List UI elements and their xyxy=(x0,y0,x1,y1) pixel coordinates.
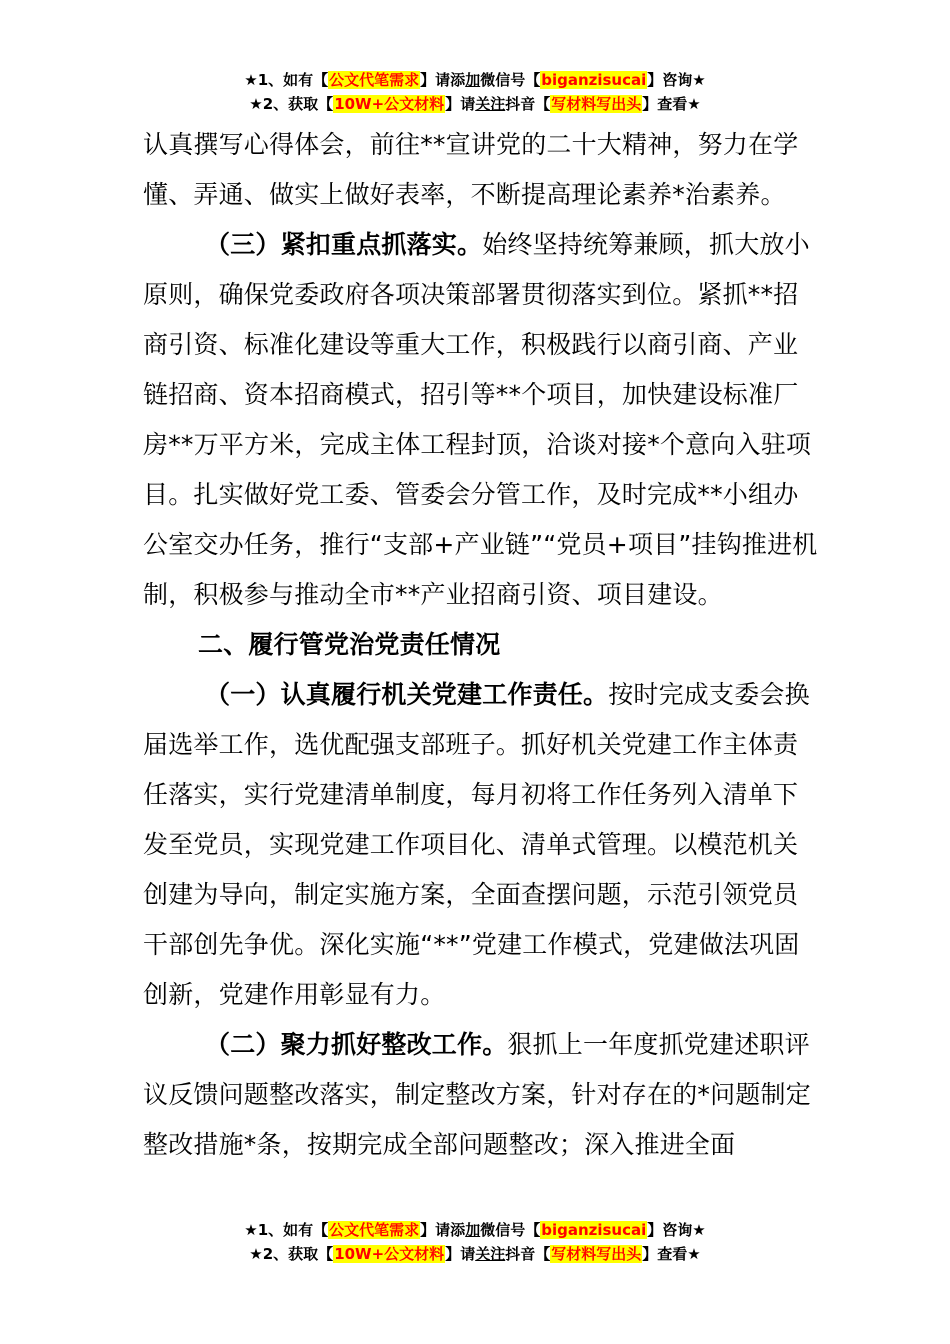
banner-highlight: 公文代笔需求 xyxy=(329,71,420,89)
banner-text: 】查看★ xyxy=(642,95,701,113)
paragraph: 认真撰写心得体会，前往**宣讲党的二十大精神，努力在学懂、弄通、做实上做好表率，不断提高理论素养*治素养。 xyxy=(143,130,799,209)
paragraph xyxy=(143,220,823,620)
banner-underlined: 关注 xyxy=(475,95,506,113)
banner-text: 】请 xyxy=(445,1245,476,1263)
banner-underlined: 关注 xyxy=(475,1245,506,1263)
banner-line-2 xyxy=(0,92,950,116)
banner-underlined: 加 xyxy=(465,71,481,89)
banner-text: 】请添 xyxy=(420,1221,466,1239)
document-body xyxy=(143,120,823,1170)
banner-text: 抖音【 xyxy=(505,1245,551,1263)
banner-highlight: 写材料写出头 xyxy=(551,1245,642,1263)
banner-text: 】查看★ xyxy=(642,1245,701,1263)
footer-banner xyxy=(0,1218,950,1266)
banner-highlight: 写材料写出头 xyxy=(551,95,642,113)
paragraph-title: （一）认真履行机关党建工作责任。 xyxy=(205,680,609,709)
banner-line-2 xyxy=(0,1242,950,1266)
banner-text: 】咨询★ xyxy=(647,71,706,89)
paragraph-text: 始终坚持统筹兼顾，抓大放小原则，确保党委政府各项决策部署贯彻落实到位。紧抓**招商引资、标准化建设等重大工作，积极践行以商引商、产业链招商、资本招商模式，招引等**个项目，加快建设标准厂房**万平方米，完成主体工程封顶，洽谈对接*个意向入驻项目。扎实做好党工委、管委会分管工作，及时完成**小组办公室交办任务，推行“支部+产业链”“党员+项目”挂钩推进机制，积极参与推动全市**产业招商引资、项目建设。 xyxy=(143,230,818,609)
banner-text: ★1、如有【 xyxy=(244,1221,329,1239)
banner-highlight: 10W+公文材料 xyxy=(334,1245,445,1263)
paragraph-title: （二）聚力抓好整改工作。 xyxy=(205,1030,508,1059)
paragraph-title: （三）紧扣重点抓落实。 xyxy=(205,230,483,259)
paragraph xyxy=(143,670,823,1020)
banner-text: ★2、获取【 xyxy=(249,1245,334,1263)
banner-highlight: biganzisucai xyxy=(541,71,647,89)
banner-text: 】请 xyxy=(445,95,476,113)
banner-line-1 xyxy=(0,1218,950,1242)
paragraph xyxy=(143,1020,823,1170)
banner-text: ★2、获取【 xyxy=(249,95,334,113)
paragraph-text: 按时完成支委会换届选举工作，选优配强支部班子。抓好机关党建工作主体责任落实，实行党建清单制度，每月初将工作任务列入清单下发至党员，实现党建工作项目化、清单式管理。以模范机关创建为导向，制定实施方案，全面查摆问题，示范引领党员干部创先争优。深化实施“**”党建工作模式，党建做法巩固创新，党建作用彰显有力。 xyxy=(143,680,810,1009)
banner-text: 】咨询★ xyxy=(647,1221,706,1239)
banner-underlined: 加 xyxy=(465,1221,481,1239)
banner-text: 】请添 xyxy=(420,71,466,89)
banner-text: 微信号【 xyxy=(480,1221,541,1239)
header-banner xyxy=(0,68,950,116)
banner-highlight: biganzisucai xyxy=(541,1221,647,1239)
banner-highlight: 10W+公文材料 xyxy=(334,95,445,113)
paragraph-text: 狠抓上一年度抓党建述职评议反馈问题整改落实，制定整改方案，针对存在的*问题制定整改措施*条，按期完成全部问题整改；深入推进全面 xyxy=(143,1030,811,1159)
banner-line-1 xyxy=(0,68,950,92)
section-heading: 二、履行管党治党责任情况 xyxy=(198,630,501,659)
banner-text: 微信号【 xyxy=(480,71,541,89)
banner-text: ★1、如有【 xyxy=(244,71,329,89)
banner-highlight: 公文代笔需求 xyxy=(329,1221,420,1239)
banner-text: 抖音【 xyxy=(505,95,551,113)
